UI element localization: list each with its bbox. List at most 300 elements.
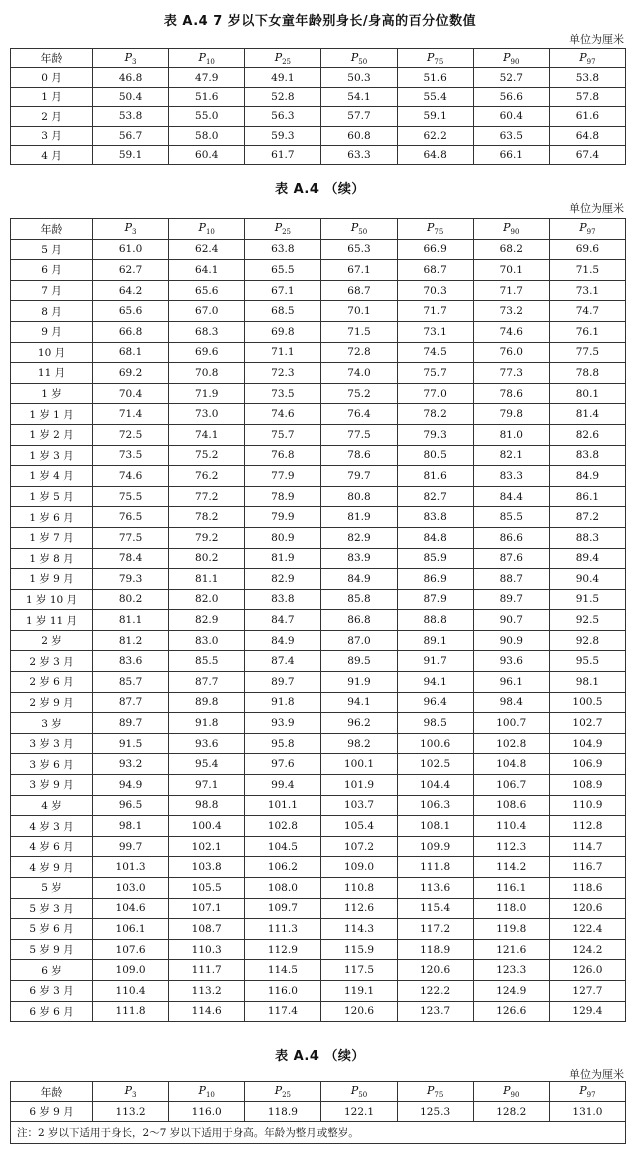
value-cell: 114.6 [169, 1001, 245, 1022]
value-cell: 109.7 [245, 898, 321, 919]
value-cell: 114.3 [321, 919, 397, 940]
value-cell: 81.4 [549, 404, 625, 425]
age-cell: 2 岁 [11, 630, 93, 651]
value-cell: 89.1 [397, 630, 473, 651]
table-row [11, 980, 626, 1001]
value-cell: 73.0 [169, 404, 245, 425]
value-cell: 87.2 [549, 507, 625, 528]
age-cell: 4 岁 [11, 795, 93, 816]
value-cell: 74.6 [473, 321, 549, 342]
percentile-table-part-1 [10, 48, 626, 165]
value-cell: 70.8 [169, 363, 245, 384]
value-cell: 69.2 [93, 363, 169, 384]
table-row [11, 424, 626, 445]
value-cell: 98.8 [169, 795, 245, 816]
value-cell: 106.7 [473, 775, 549, 796]
value-cell: 63.5 [473, 126, 549, 145]
value-cell: 100.5 [549, 692, 625, 713]
table-row [11, 836, 626, 857]
value-cell: 83.6 [93, 651, 169, 672]
value-cell: 81.9 [245, 548, 321, 569]
value-cell: 87.6 [473, 548, 549, 569]
header-row [11, 219, 626, 240]
value-cell: 56.7 [93, 126, 169, 145]
value-cell: 106.3 [397, 795, 473, 816]
value-cell: 103.8 [169, 857, 245, 878]
age-cell: 4 岁 3 月 [11, 816, 93, 837]
value-cell: 89.5 [321, 651, 397, 672]
value-cell: 71.5 [321, 321, 397, 342]
value-cell: 106.9 [549, 754, 625, 775]
value-cell: 66.9 [397, 239, 473, 260]
value-cell: 89.8 [169, 692, 245, 713]
value-cell: 70.3 [397, 280, 473, 301]
value-cell: 57.8 [549, 87, 625, 106]
value-cell: 51.6 [169, 87, 245, 106]
value-cell: 73.1 [549, 280, 625, 301]
value-cell: 108.1 [397, 816, 473, 837]
value-cell: 89.7 [93, 713, 169, 734]
value-cell: 60.8 [321, 126, 397, 145]
value-cell: 77.5 [321, 424, 397, 445]
value-cell: 120.6 [549, 898, 625, 919]
value-cell: 102.1 [169, 836, 245, 857]
age-cell: 8 月 [11, 301, 93, 322]
value-cell: 104.5 [245, 836, 321, 857]
value-cell: 82.0 [169, 589, 245, 610]
value-cell: 76.5 [93, 507, 169, 528]
value-cell: 86.9 [397, 569, 473, 590]
value-cell: 56.3 [245, 107, 321, 126]
age-cell: 6 岁 9 月 [11, 1102, 93, 1122]
value-cell: 99.4 [245, 775, 321, 796]
value-cell: 61.7 [245, 145, 321, 164]
value-cell: 85.9 [397, 548, 473, 569]
table-row [11, 239, 626, 260]
value-cell: 81.1 [169, 569, 245, 590]
value-cell: 101.9 [321, 775, 397, 796]
age-cell: 11 月 [11, 363, 93, 384]
value-cell: 74.0 [321, 363, 397, 384]
value-cell: 91.8 [245, 692, 321, 713]
value-cell: 95.5 [549, 651, 625, 672]
value-cell: 55.0 [169, 107, 245, 126]
table-row [11, 145, 626, 164]
value-cell: 89.4 [549, 548, 625, 569]
age-cell: 10 月 [11, 342, 93, 363]
age-column-header: 年龄 [11, 49, 93, 68]
value-cell: 68.7 [321, 280, 397, 301]
value-cell: 94.1 [321, 692, 397, 713]
value-cell: 67.1 [245, 280, 321, 301]
value-cell: 81.2 [93, 630, 169, 651]
value-cell: 62.7 [93, 260, 169, 281]
value-cell: 81.6 [397, 466, 473, 487]
value-cell: 95.8 [245, 733, 321, 754]
value-cell: 49.1 [245, 68, 321, 87]
percentile-table-part-3 [10, 1081, 626, 1144]
value-cell: 85.8 [321, 589, 397, 610]
value-cell: 76.1 [549, 321, 625, 342]
value-cell: 60.4 [473, 107, 549, 126]
value-cell: 79.3 [397, 424, 473, 445]
value-cell: 86.6 [473, 527, 549, 548]
value-cell: 91.5 [549, 589, 625, 610]
percentile-table-part-2 [10, 218, 626, 1022]
value-cell: 84.8 [397, 527, 473, 548]
value-cell: 46.8 [93, 68, 169, 87]
value-cell: 98.1 [93, 816, 169, 837]
value-cell: 109.0 [93, 960, 169, 981]
table-row [11, 486, 626, 507]
percentile-column-header: $P_{90}$ [473, 1082, 549, 1102]
value-cell: 114.2 [473, 857, 549, 878]
value-cell: 65.5 [245, 260, 321, 281]
age-cell: 5 岁 9 月 [11, 939, 93, 960]
table-row [11, 1102, 626, 1122]
value-cell: 80.2 [93, 589, 169, 610]
value-cell: 68.5 [245, 301, 321, 322]
value-cell: 91.5 [93, 733, 169, 754]
value-cell: 86.8 [321, 610, 397, 631]
value-cell: 78.6 [473, 383, 549, 404]
value-cell: 83.8 [549, 445, 625, 466]
value-cell: 96.1 [473, 672, 549, 693]
value-cell: 53.8 [549, 68, 625, 87]
value-cell: 125.3 [397, 1102, 473, 1122]
age-cell: 4 岁 6 月 [11, 836, 93, 857]
value-cell: 102.5 [397, 754, 473, 775]
value-cell: 73.5 [93, 445, 169, 466]
value-cell: 98.4 [473, 692, 549, 713]
value-cell: 75.7 [245, 424, 321, 445]
value-cell: 107.6 [93, 939, 169, 960]
value-cell: 113.6 [397, 878, 473, 899]
value-cell: 80.9 [245, 527, 321, 548]
percentile-column-header: $P_{25}$ [245, 219, 321, 240]
table-note: 注：2 岁以下适用于身长，2～7 岁以下适用于身高。年龄为整月或整岁。 [11, 1122, 626, 1144]
value-cell: 77.9 [245, 466, 321, 487]
table-row [11, 363, 626, 384]
value-cell: 64.8 [397, 145, 473, 164]
value-cell: 78.9 [245, 486, 321, 507]
value-cell: 100.1 [321, 754, 397, 775]
percentile-column-header: $P_{50}$ [321, 219, 397, 240]
table-row [11, 548, 626, 569]
value-cell: 86.1 [549, 486, 625, 507]
table-row [11, 672, 626, 693]
age-cell: 4 月 [11, 145, 93, 164]
table-row [11, 610, 626, 631]
value-cell: 64.1 [169, 260, 245, 281]
age-cell: 3 岁 9 月 [11, 775, 93, 796]
age-cell: 1 岁 9 月 [11, 569, 93, 590]
value-cell: 122.2 [397, 980, 473, 1001]
value-cell: 90.7 [473, 610, 549, 631]
value-cell: 104.6 [93, 898, 169, 919]
value-cell: 88.7 [473, 569, 549, 590]
value-cell: 51.6 [397, 68, 473, 87]
percentile-column-header: $P_{75}$ [397, 49, 473, 68]
value-cell: 128.2 [473, 1102, 549, 1122]
value-cell: 109.9 [397, 836, 473, 857]
value-cell: 115.9 [321, 939, 397, 960]
note-row [11, 1122, 626, 1144]
value-cell: 120.6 [397, 960, 473, 981]
value-cell: 126.0 [549, 960, 625, 981]
table-row [11, 878, 626, 899]
value-cell: 124.2 [549, 939, 625, 960]
value-cell: 83.8 [397, 507, 473, 528]
age-cell: 3 岁 3 月 [11, 733, 93, 754]
table-row [11, 754, 626, 775]
value-cell: 112.9 [245, 939, 321, 960]
table-row [11, 898, 626, 919]
value-cell: 118.9 [245, 1102, 321, 1122]
value-cell: 105.5 [169, 878, 245, 899]
value-cell: 71.1 [245, 342, 321, 363]
table-row [11, 383, 626, 404]
value-cell: 117.2 [397, 919, 473, 940]
value-cell: 87.7 [93, 692, 169, 713]
value-cell: 74.6 [245, 404, 321, 425]
table-title-continued: 表 A.4 （续） [275, 182, 365, 197]
table-row [11, 630, 626, 651]
age-cell: 1 岁 10 月 [11, 589, 93, 610]
value-cell: 111.3 [245, 919, 321, 940]
value-cell: 69.8 [245, 321, 321, 342]
value-cell: 110.8 [321, 878, 397, 899]
table-row [11, 280, 626, 301]
value-cell: 114.5 [245, 960, 321, 981]
value-cell: 87.0 [321, 630, 397, 651]
value-cell: 107.1 [169, 898, 245, 919]
value-cell: 101.1 [245, 795, 321, 816]
age-cell: 1 岁 2 月 [11, 424, 93, 445]
age-cell: 6 岁 6 月 [11, 1001, 93, 1022]
value-cell: 80.8 [321, 486, 397, 507]
value-cell: 71.5 [549, 260, 625, 281]
value-cell: 87.9 [397, 589, 473, 610]
table-row [11, 260, 626, 281]
value-cell: 77.3 [473, 363, 549, 384]
percentile-column-header: $P_{97}$ [549, 49, 625, 68]
header-row [11, 1082, 626, 1102]
value-cell: 81.9 [321, 507, 397, 528]
value-cell: 112.3 [473, 836, 549, 857]
value-cell: 117.4 [245, 1001, 321, 1022]
value-cell: 76.4 [321, 404, 397, 425]
value-cell: 83.3 [473, 466, 549, 487]
value-cell: 78.2 [169, 507, 245, 528]
age-cell: 5 岁 6 月 [11, 919, 93, 940]
value-cell: 116.0 [169, 1102, 245, 1122]
value-cell: 119.1 [321, 980, 397, 1001]
value-cell: 92.5 [549, 610, 625, 631]
value-cell: 108.7 [169, 919, 245, 940]
value-cell: 120.6 [321, 1001, 397, 1022]
value-cell: 79.9 [245, 507, 321, 528]
value-cell: 94.1 [397, 672, 473, 693]
age-cell: 1 岁 [11, 383, 93, 404]
age-cell: 7 月 [11, 280, 93, 301]
value-cell: 108.6 [473, 795, 549, 816]
value-cell: 82.9 [321, 527, 397, 548]
age-column-header: 年龄 [11, 1082, 93, 1102]
value-cell: 108.9 [549, 775, 625, 796]
value-cell: 79.7 [321, 466, 397, 487]
value-cell: 72.3 [245, 363, 321, 384]
value-cell: 71.7 [397, 301, 473, 322]
value-cell: 69.6 [549, 239, 625, 260]
value-cell: 102.8 [245, 816, 321, 837]
value-cell: 78.4 [93, 548, 169, 569]
value-cell: 77.0 [397, 383, 473, 404]
value-cell: 54.1 [321, 87, 397, 106]
value-cell: 67.4 [549, 145, 625, 164]
table-row [11, 919, 626, 940]
value-cell: 58.0 [169, 126, 245, 145]
value-cell: 72.5 [93, 424, 169, 445]
value-cell: 113.2 [169, 980, 245, 1001]
value-cell: 71.7 [473, 280, 549, 301]
value-cell: 67.1 [321, 260, 397, 281]
age-cell: 5 岁 [11, 878, 93, 899]
age-cell: 1 岁 7 月 [11, 527, 93, 548]
percentile-column-header: $P_{25}$ [245, 1082, 321, 1102]
value-cell: 84.7 [245, 610, 321, 631]
value-cell: 78.8 [549, 363, 625, 384]
value-cell: 52.8 [245, 87, 321, 106]
value-cell: 80.1 [549, 383, 625, 404]
value-cell: 72.8 [321, 342, 397, 363]
value-cell: 76.2 [169, 466, 245, 487]
value-cell: 96.4 [397, 692, 473, 713]
value-cell: 99.7 [93, 836, 169, 857]
value-cell: 82.6 [549, 424, 625, 445]
value-cell: 61.0 [93, 239, 169, 260]
value-cell: 56.6 [473, 87, 549, 106]
value-cell: 100.4 [169, 816, 245, 837]
value-cell: 78.2 [397, 404, 473, 425]
table-row [11, 68, 626, 87]
value-cell: 112.8 [549, 816, 625, 837]
age-cell: 5 岁 3 月 [11, 898, 93, 919]
value-cell: 70.4 [93, 383, 169, 404]
value-cell: 88.8 [397, 610, 473, 631]
value-cell: 111.8 [93, 1001, 169, 1022]
table-row [11, 816, 626, 837]
age-cell: 1 岁 5 月 [11, 486, 93, 507]
value-cell: 115.4 [397, 898, 473, 919]
value-cell: 94.9 [93, 775, 169, 796]
percentile-column-header: $P_3$ [93, 1082, 169, 1102]
table-row [11, 569, 626, 590]
value-cell: 102.8 [473, 733, 549, 754]
percentile-column-header: $P_{97}$ [549, 1082, 625, 1102]
table-row [11, 733, 626, 754]
value-cell: 67.0 [169, 301, 245, 322]
value-cell: 101.3 [93, 857, 169, 878]
value-cell: 75.2 [169, 445, 245, 466]
value-cell: 76.0 [473, 342, 549, 363]
table-row [11, 939, 626, 960]
value-cell: 93.2 [93, 754, 169, 775]
table-row [11, 589, 626, 610]
unit-label: 单位为厘米 [569, 202, 624, 215]
value-cell: 122.1 [321, 1102, 397, 1122]
value-cell: 111.7 [169, 960, 245, 981]
percentile-column-header: $P_{25}$ [245, 49, 321, 68]
value-cell: 74.6 [93, 466, 169, 487]
value-cell: 106.2 [245, 857, 321, 878]
value-cell: 98.2 [321, 733, 397, 754]
table-row [11, 87, 626, 106]
table-row [11, 713, 626, 734]
value-cell: 65.6 [93, 301, 169, 322]
age-column-header: 年龄 [11, 219, 93, 240]
percentile-column-header: $P_{97}$ [549, 219, 625, 240]
value-cell: 75.5 [93, 486, 169, 507]
value-cell: 109.0 [321, 857, 397, 878]
age-cell: 1 岁 3 月 [11, 445, 93, 466]
value-cell: 74.1 [169, 424, 245, 445]
value-cell: 111.8 [397, 857, 473, 878]
table-row [11, 1001, 626, 1022]
value-cell: 62.4 [169, 239, 245, 260]
value-cell: 82.9 [169, 610, 245, 631]
value-cell: 88.3 [549, 527, 625, 548]
value-cell: 80.5 [397, 445, 473, 466]
value-cell: 85.5 [473, 507, 549, 528]
value-cell: 93.6 [169, 733, 245, 754]
age-cell: 6 岁 3 月 [11, 980, 93, 1001]
value-cell: 123.3 [473, 960, 549, 981]
value-cell: 118.0 [473, 898, 549, 919]
age-cell: 2 月 [11, 107, 93, 126]
value-cell: 98.1 [549, 672, 625, 693]
value-cell: 97.6 [245, 754, 321, 775]
value-cell: 75.7 [397, 363, 473, 384]
value-cell: 71.9 [169, 383, 245, 404]
age-cell: 2 岁 6 月 [11, 672, 93, 693]
value-cell: 73.5 [245, 383, 321, 404]
value-cell: 121.6 [473, 939, 549, 960]
value-cell: 102.7 [549, 713, 625, 734]
header-row [11, 49, 626, 68]
value-cell: 103.0 [93, 878, 169, 899]
value-cell: 73.2 [473, 301, 549, 322]
age-cell: 1 岁 11 月 [11, 610, 93, 631]
percentile-column-header: $P_3$ [93, 219, 169, 240]
value-cell: 107.2 [321, 836, 397, 857]
unit-label: 单位为厘米 [569, 33, 624, 46]
value-cell: 118.9 [397, 939, 473, 960]
value-cell: 112.6 [321, 898, 397, 919]
value-cell: 85.7 [93, 672, 169, 693]
value-cell: 50.3 [321, 68, 397, 87]
value-cell: 116.0 [245, 980, 321, 1001]
value-cell: 98.5 [397, 713, 473, 734]
value-cell: 104.9 [549, 733, 625, 754]
value-cell: 57.7 [321, 107, 397, 126]
value-cell: 60.4 [169, 145, 245, 164]
value-cell: 81.0 [473, 424, 549, 445]
value-cell: 131.0 [549, 1102, 625, 1122]
table-row [11, 692, 626, 713]
value-cell: 123.7 [397, 1001, 473, 1022]
value-cell: 79.8 [473, 404, 549, 425]
